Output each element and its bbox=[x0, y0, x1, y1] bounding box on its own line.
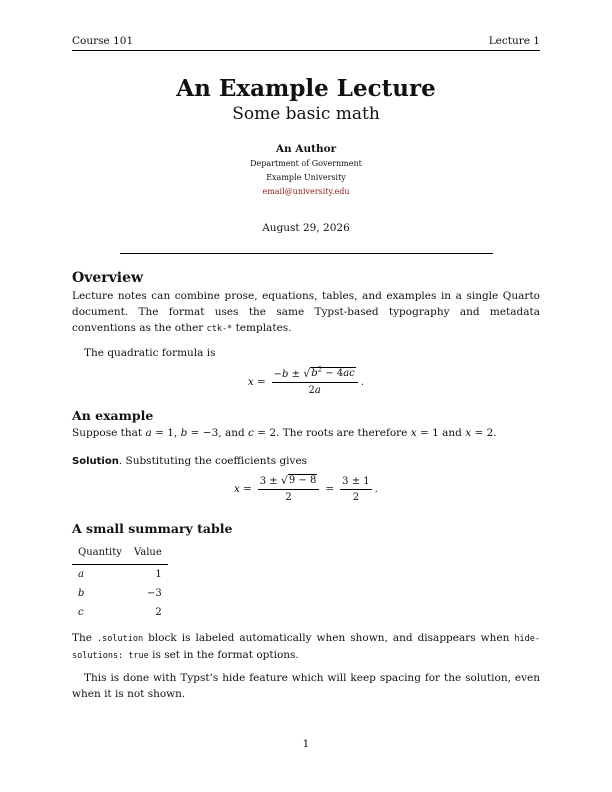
overview-text-b: templates. bbox=[232, 322, 292, 334]
table-cell-quantity: a bbox=[78, 569, 84, 580]
table-cell-quantity: b bbox=[78, 588, 85, 599]
example-paragraph: Suppose that a = 1, b = −3, and c = 2. The roots are therefore x = 1 and x = 2. bbox=[72, 427, 497, 439]
column-header-value: Value bbox=[128, 542, 168, 565]
overview-paragraph bbox=[72, 288, 540, 337]
inline-code-ctk: ctk-* bbox=[206, 324, 233, 334]
header-course: Course 101 bbox=[72, 35, 134, 47]
document-date: August 29, 2026 bbox=[262, 222, 350, 234]
quadratic-formula: x = −b ± √ $b^2 - 4ac$ 2a . bbox=[247, 365, 365, 396]
overview-text-a: Lecture notes can combine prose, equations, tables, and examples in a single Quarto document. The format uses the same Typst-based typography and metadata conventions as the other bbox=[72, 290, 540, 334]
inline-code-hide-solutions: hide-solutions: true bbox=[72, 634, 540, 661]
closing-paragraph-1 bbox=[72, 630, 540, 664]
document-title: An Example Lecture bbox=[176, 75, 436, 102]
closing-text-c: is set in the format options. bbox=[148, 649, 299, 661]
author-email[interactable]: email@university.edu bbox=[262, 187, 350, 196]
header-rule bbox=[72, 50, 540, 51]
document-subtitle: Some basic math bbox=[232, 104, 380, 124]
table-cell-quantity: c bbox=[78, 607, 84, 618]
closing-text-a: The bbox=[72, 632, 97, 644]
section-heading-example: An example bbox=[72, 408, 154, 423]
header-lecture: Lecture 1 bbox=[488, 35, 540, 47]
table-cell-value: −3 bbox=[147, 588, 162, 599]
solution-label: Solution bbox=[72, 456, 119, 467]
author-institution: Example University bbox=[266, 173, 346, 182]
closing-paragraph-2: This is done with Typst’s hide feature which will keep spacing for the solution, even when it is not shown. bbox=[72, 672, 540, 700]
example-text-b: . The roots are therefore bbox=[276, 427, 411, 439]
solution-paragraph bbox=[72, 453, 540, 470]
inline-code-solution: .solution bbox=[97, 634, 144, 644]
quadratic-intro: The quadratic formula is bbox=[84, 347, 216, 359]
running-header bbox=[72, 35, 540, 49]
table-header-row bbox=[72, 542, 168, 565]
title-block bbox=[72, 74, 540, 235]
document-body bbox=[72, 268, 540, 702]
summary-table bbox=[72, 542, 168, 622]
closing-text-b: block is labeled automatically when shown, and disappears when bbox=[143, 632, 515, 644]
solution-text: . Substituting the coefficients gives bbox=[118, 455, 308, 467]
table-row bbox=[72, 584, 168, 603]
example-text-a: Suppose that bbox=[72, 427, 146, 439]
author-department: Department of Government bbox=[250, 159, 362, 168]
page-number: 1 bbox=[302, 738, 310, 750]
table-row bbox=[72, 603, 168, 622]
author-name: An Author bbox=[275, 143, 337, 155]
solution-formula: x = 3 ± √ 9 − 8 2 = $\frac{3 \pm 1}{2}$ . bbox=[234, 474, 378, 503]
column-header-quantity: Quantity bbox=[72, 542, 128, 565]
table-cell-value: 2 bbox=[155, 607, 162, 618]
section-heading-overview: Overview bbox=[72, 270, 144, 286]
title-rule bbox=[120, 253, 493, 254]
table-row bbox=[72, 565, 168, 585]
section-heading-summary: A small summary table bbox=[72, 521, 233, 536]
table-cell-value: 1 bbox=[155, 569, 162, 580]
